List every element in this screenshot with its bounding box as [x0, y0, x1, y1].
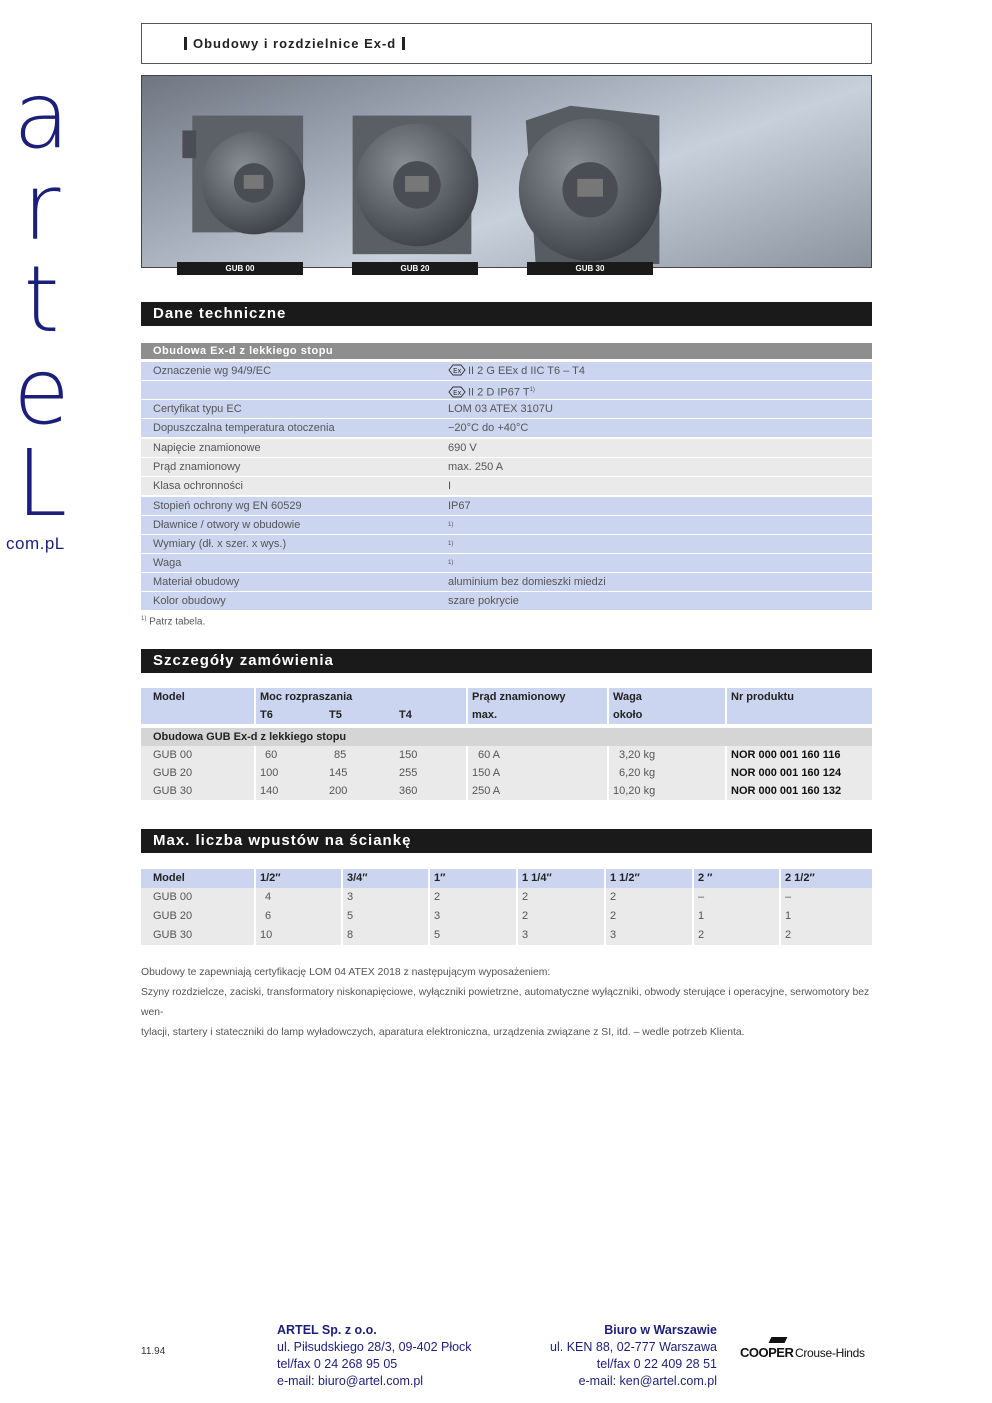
- tech-key: [141, 381, 448, 399]
- wpusty-table: [141, 869, 872, 945]
- tech-value-text: II 2 G EEx d IIC T6 – T4: [468, 365, 585, 377]
- photo-label-gub00: GUB 00: [177, 262, 303, 275]
- order-table: [141, 688, 872, 800]
- address-tel: tel/fax 0 22 409 28 51: [596, 1357, 717, 1371]
- cell: 4: [255, 888, 342, 907]
- cell: 1: [693, 907, 780, 926]
- table-row: [141, 888, 872, 907]
- tech-key: Klasa ochronności: [153, 480, 243, 492]
- cell-t6: 60: [255, 746, 325, 764]
- tech-row: [141, 477, 872, 495]
- tech-row: [141, 419, 872, 437]
- address-email[interactable]: e-mail: ken@artel.com.pl: [578, 1374, 717, 1388]
- tech-row: [141, 400, 872, 418]
- footnote-ref: 1): [448, 541, 454, 547]
- tech-key: Waga: [153, 557, 182, 569]
- col-header: 1 1/2″: [605, 869, 693, 888]
- cell: 2: [517, 907, 605, 926]
- description-paragraph: [141, 963, 876, 1043]
- col-t6: T6: [255, 706, 325, 724]
- tech-subtitle: Obudowa Ex-d z lekkiego stopu: [141, 343, 872, 359]
- header-bar-left: [184, 37, 187, 50]
- col-header: 1 1/4″: [517, 869, 605, 888]
- tech-key: Dopuszczalna temperatura otoczenia: [153, 422, 335, 434]
- office-name: Biuro w Warszawie: [604, 1323, 717, 1337]
- document-header: [141, 23, 872, 64]
- wpusty-header-row: [141, 869, 872, 888]
- tech-table: [141, 343, 872, 611]
- tech-key: Napięcie znamionowe: [153, 442, 261, 454]
- cell-t4: 150: [395, 746, 467, 764]
- cooper-mark-icon: [769, 1337, 788, 1343]
- tech-key: Stopień ochrony wg EN 60529: [153, 500, 302, 512]
- cell: 2: [429, 888, 517, 907]
- logo-letter: L: [15, 430, 68, 537]
- company-name: ARTEL Sp. z o.o.: [277, 1323, 377, 1337]
- footnote-ref: 1): [448, 560, 454, 566]
- cell: 2: [517, 888, 605, 907]
- tech-value: [448, 362, 872, 380]
- section-title-order: Szczegóły zamówienia: [141, 649, 872, 673]
- tech-value: szare pokrycie: [448, 595, 519, 607]
- col-waga: Waga: [608, 688, 726, 706]
- col-moc: Moc rozpraszania: [255, 688, 467, 706]
- cell-nr: NOR 000 001 160 132: [726, 782, 872, 800]
- footnote-ref: 1): [448, 522, 454, 528]
- address-street: ul. Piłsudskiego 28/3, 09-402 Płock: [277, 1340, 472, 1354]
- cell: 2: [780, 926, 872, 945]
- tech-value: IP67: [448, 500, 471, 512]
- cell: 5: [429, 926, 517, 945]
- table-row: [141, 926, 872, 945]
- tech-key: Materiał obudowy: [153, 576, 240, 588]
- cell-t5: 145: [325, 764, 395, 782]
- cell: 3: [342, 888, 429, 907]
- section-title-wpusty: Max. liczba wpustów na ściankę: [141, 829, 872, 853]
- photo-label-gub20: GUB 20: [352, 262, 478, 275]
- enclosures-illustration: [142, 76, 871, 267]
- cell-prad: 60 A: [467, 746, 608, 764]
- cell-model: GUB 00: [141, 746, 255, 764]
- document-code: 11.94: [141, 1346, 166, 1357]
- cell: 1: [780, 907, 872, 926]
- header-title-wrap: [178, 36, 411, 51]
- col-header: 2 1/2″: [780, 869, 872, 888]
- tech-key: Dławnice / otwory w obudowie: [153, 519, 301, 531]
- footnote-mark: 1): [141, 616, 147, 622]
- tech-row: [141, 516, 872, 534]
- tech-value-text: II 2 D IP67 T: [468, 386, 530, 399]
- tech-key: Prąd znamionowy: [153, 461, 241, 473]
- col-t4: T4: [395, 706, 467, 724]
- cell: 2: [605, 907, 693, 926]
- tech-value: [448, 381, 872, 399]
- section-title-tech: Dane techniczne: [141, 302, 872, 326]
- ex-hexagon-icon: [448, 364, 466, 376]
- svg-text:Ex: Ex: [453, 367, 462, 375]
- col-header: 1″: [429, 869, 517, 888]
- tech-row: [141, 497, 872, 515]
- footnote-ref: 1): [529, 387, 535, 393]
- cell: GUB 30: [141, 926, 255, 945]
- col-t5: T5: [325, 706, 395, 724]
- product-photo: [141, 75, 872, 268]
- tech-row: [141, 535, 872, 553]
- cell-waga: 6,20 kg: [608, 764, 726, 782]
- tech-value: max. 250 A: [448, 461, 504, 473]
- cell: 5: [342, 907, 429, 926]
- cell: GUB 00: [141, 888, 255, 907]
- ex-hexagon-icon: [448, 386, 466, 398]
- address-warszawa: [520, 1322, 717, 1390]
- cell-t5: 85: [325, 746, 395, 764]
- svg-text:Ex: Ex: [453, 388, 462, 397]
- table-row: [141, 907, 872, 926]
- cell: 8: [342, 926, 429, 945]
- tech-footnote: [141, 616, 205, 627]
- logo-letter: a: [13, 62, 70, 169]
- cell: 2: [693, 926, 780, 945]
- tech-value: LOM 03 ATEX 3107U: [448, 403, 553, 415]
- cell: 3: [605, 926, 693, 945]
- tech-row: [141, 458, 872, 476]
- tech-row: [141, 573, 872, 591]
- col-header: Model: [141, 869, 255, 888]
- cell-t5: 200: [325, 782, 395, 800]
- tech-key: Certyfikat typu EC: [153, 403, 242, 415]
- cell: –: [693, 888, 780, 907]
- cell: 3: [429, 907, 517, 926]
- paragraph-line: tylacji, startery i stateczniki do lamp wyładowczych, aparatura elektroniczna, urządzenia związane z SI, itd. – wedle potrzeb Klienta.: [141, 1027, 745, 1038]
- col-prad: Prąd znamionowy: [467, 688, 608, 706]
- cell: 2: [605, 888, 693, 907]
- col-prad-max: max.: [467, 706, 608, 724]
- tech-value: 690 V: [448, 442, 477, 454]
- cell-nr: NOR 000 001 160 116: [726, 746, 872, 764]
- logo-letter: t: [23, 246, 60, 353]
- tech-key: Kolor obudowy: [153, 595, 226, 607]
- cell-t4: 360: [395, 782, 467, 800]
- tech-row: [141, 554, 872, 572]
- cell: 10: [255, 926, 342, 945]
- cell-t6: 100: [255, 764, 325, 782]
- tech-value: aluminium bez domieszki miedzi: [448, 576, 606, 588]
- logo-domain: com.pL: [6, 534, 65, 553]
- tech-value: I: [448, 480, 452, 492]
- paragraph-line: Obudowy te zapewniają certyfikację LOM 04 ATEX 2018 z następującym wyposażeniem:: [141, 967, 551, 978]
- cell-t6: 140: [255, 782, 325, 800]
- address-email[interactable]: e-mail: biuro@artel.com.pl: [277, 1374, 424, 1388]
- address-street: ul. KEN 88, 02-777 Warszawa: [550, 1340, 717, 1354]
- table-row: [141, 746, 872, 764]
- tech-key: Wymiary (dł. x szer. x wys.): [153, 538, 287, 550]
- order-header-row-2: [141, 706, 872, 724]
- cell-t4: 255: [395, 764, 467, 782]
- table-row: [141, 764, 872, 782]
- artel-logo: [4, 62, 79, 554]
- tech-row: [141, 362, 872, 380]
- cell: –: [780, 888, 872, 907]
- cell-waga: 10,20 kg: [608, 782, 726, 800]
- tech-value: [448, 554, 872, 572]
- order-subheader: [141, 728, 872, 746]
- tech-value: [448, 516, 872, 534]
- col-header: 1/2″: [255, 869, 342, 888]
- photo-label-gub30: GUB 30: [527, 262, 653, 275]
- footnote-text: Patrz tabela.: [149, 616, 206, 628]
- cooper-name: COOPER: [740, 1345, 794, 1360]
- col-header: 3/4″: [342, 869, 429, 888]
- address-tel: tel/fax 0 24 268 95 05: [277, 1357, 398, 1371]
- col-nr: Nr produktu: [726, 688, 872, 706]
- cell-prad: 250 A: [467, 782, 608, 800]
- tech-value: [448, 535, 872, 553]
- paragraph-line: Szyny rozdzielcze, zaciski, transformatory niskonapięciowe, wyłączniki powietrzne, automatyczne wyłączniki, obwody sterujące i operacyjne, serwomotory bez wen-: [141, 987, 870, 1018]
- cell-nr: NOR 000 001 160 124: [726, 764, 872, 782]
- cell: 6: [255, 907, 342, 926]
- table-row: [141, 782, 872, 800]
- col-header: 2 ″: [693, 869, 780, 888]
- tech-value: −20°C do +40°C: [448, 422, 529, 434]
- cooper-logo: [740, 1337, 875, 1363]
- cell-waga: 3,20 kg: [608, 746, 726, 764]
- logo-letters: [4, 62, 79, 537]
- cell-model: GUB 30: [141, 782, 255, 800]
- crouse-hinds-name: Crouse-Hinds: [795, 1346, 865, 1360]
- page-title: Obudowy i rozdzielnice Ex-d: [193, 36, 397, 51]
- cell: 3: [517, 926, 605, 945]
- cell-prad: 150 A: [467, 764, 608, 782]
- order-header-row: [141, 688, 872, 706]
- col-waga-approx: około: [608, 706, 726, 724]
- tech-row: [141, 439, 872, 457]
- col-model: Model: [141, 688, 255, 706]
- logo-letter: r: [22, 154, 61, 261]
- cell-model: GUB 20: [141, 764, 255, 782]
- header-bar-right: [402, 37, 405, 50]
- tech-row: [141, 381, 872, 399]
- logo-letter: e: [13, 338, 70, 445]
- address-plock: [277, 1322, 472, 1390]
- tech-row: [141, 592, 872, 610]
- tech-key: Oznaczenie wg 94/9/EC: [153, 365, 272, 377]
- cell: GUB 20: [141, 907, 255, 926]
- order-subheader-text: Obudowa GUB Ex-d z lekkiego stopu: [141, 728, 872, 746]
